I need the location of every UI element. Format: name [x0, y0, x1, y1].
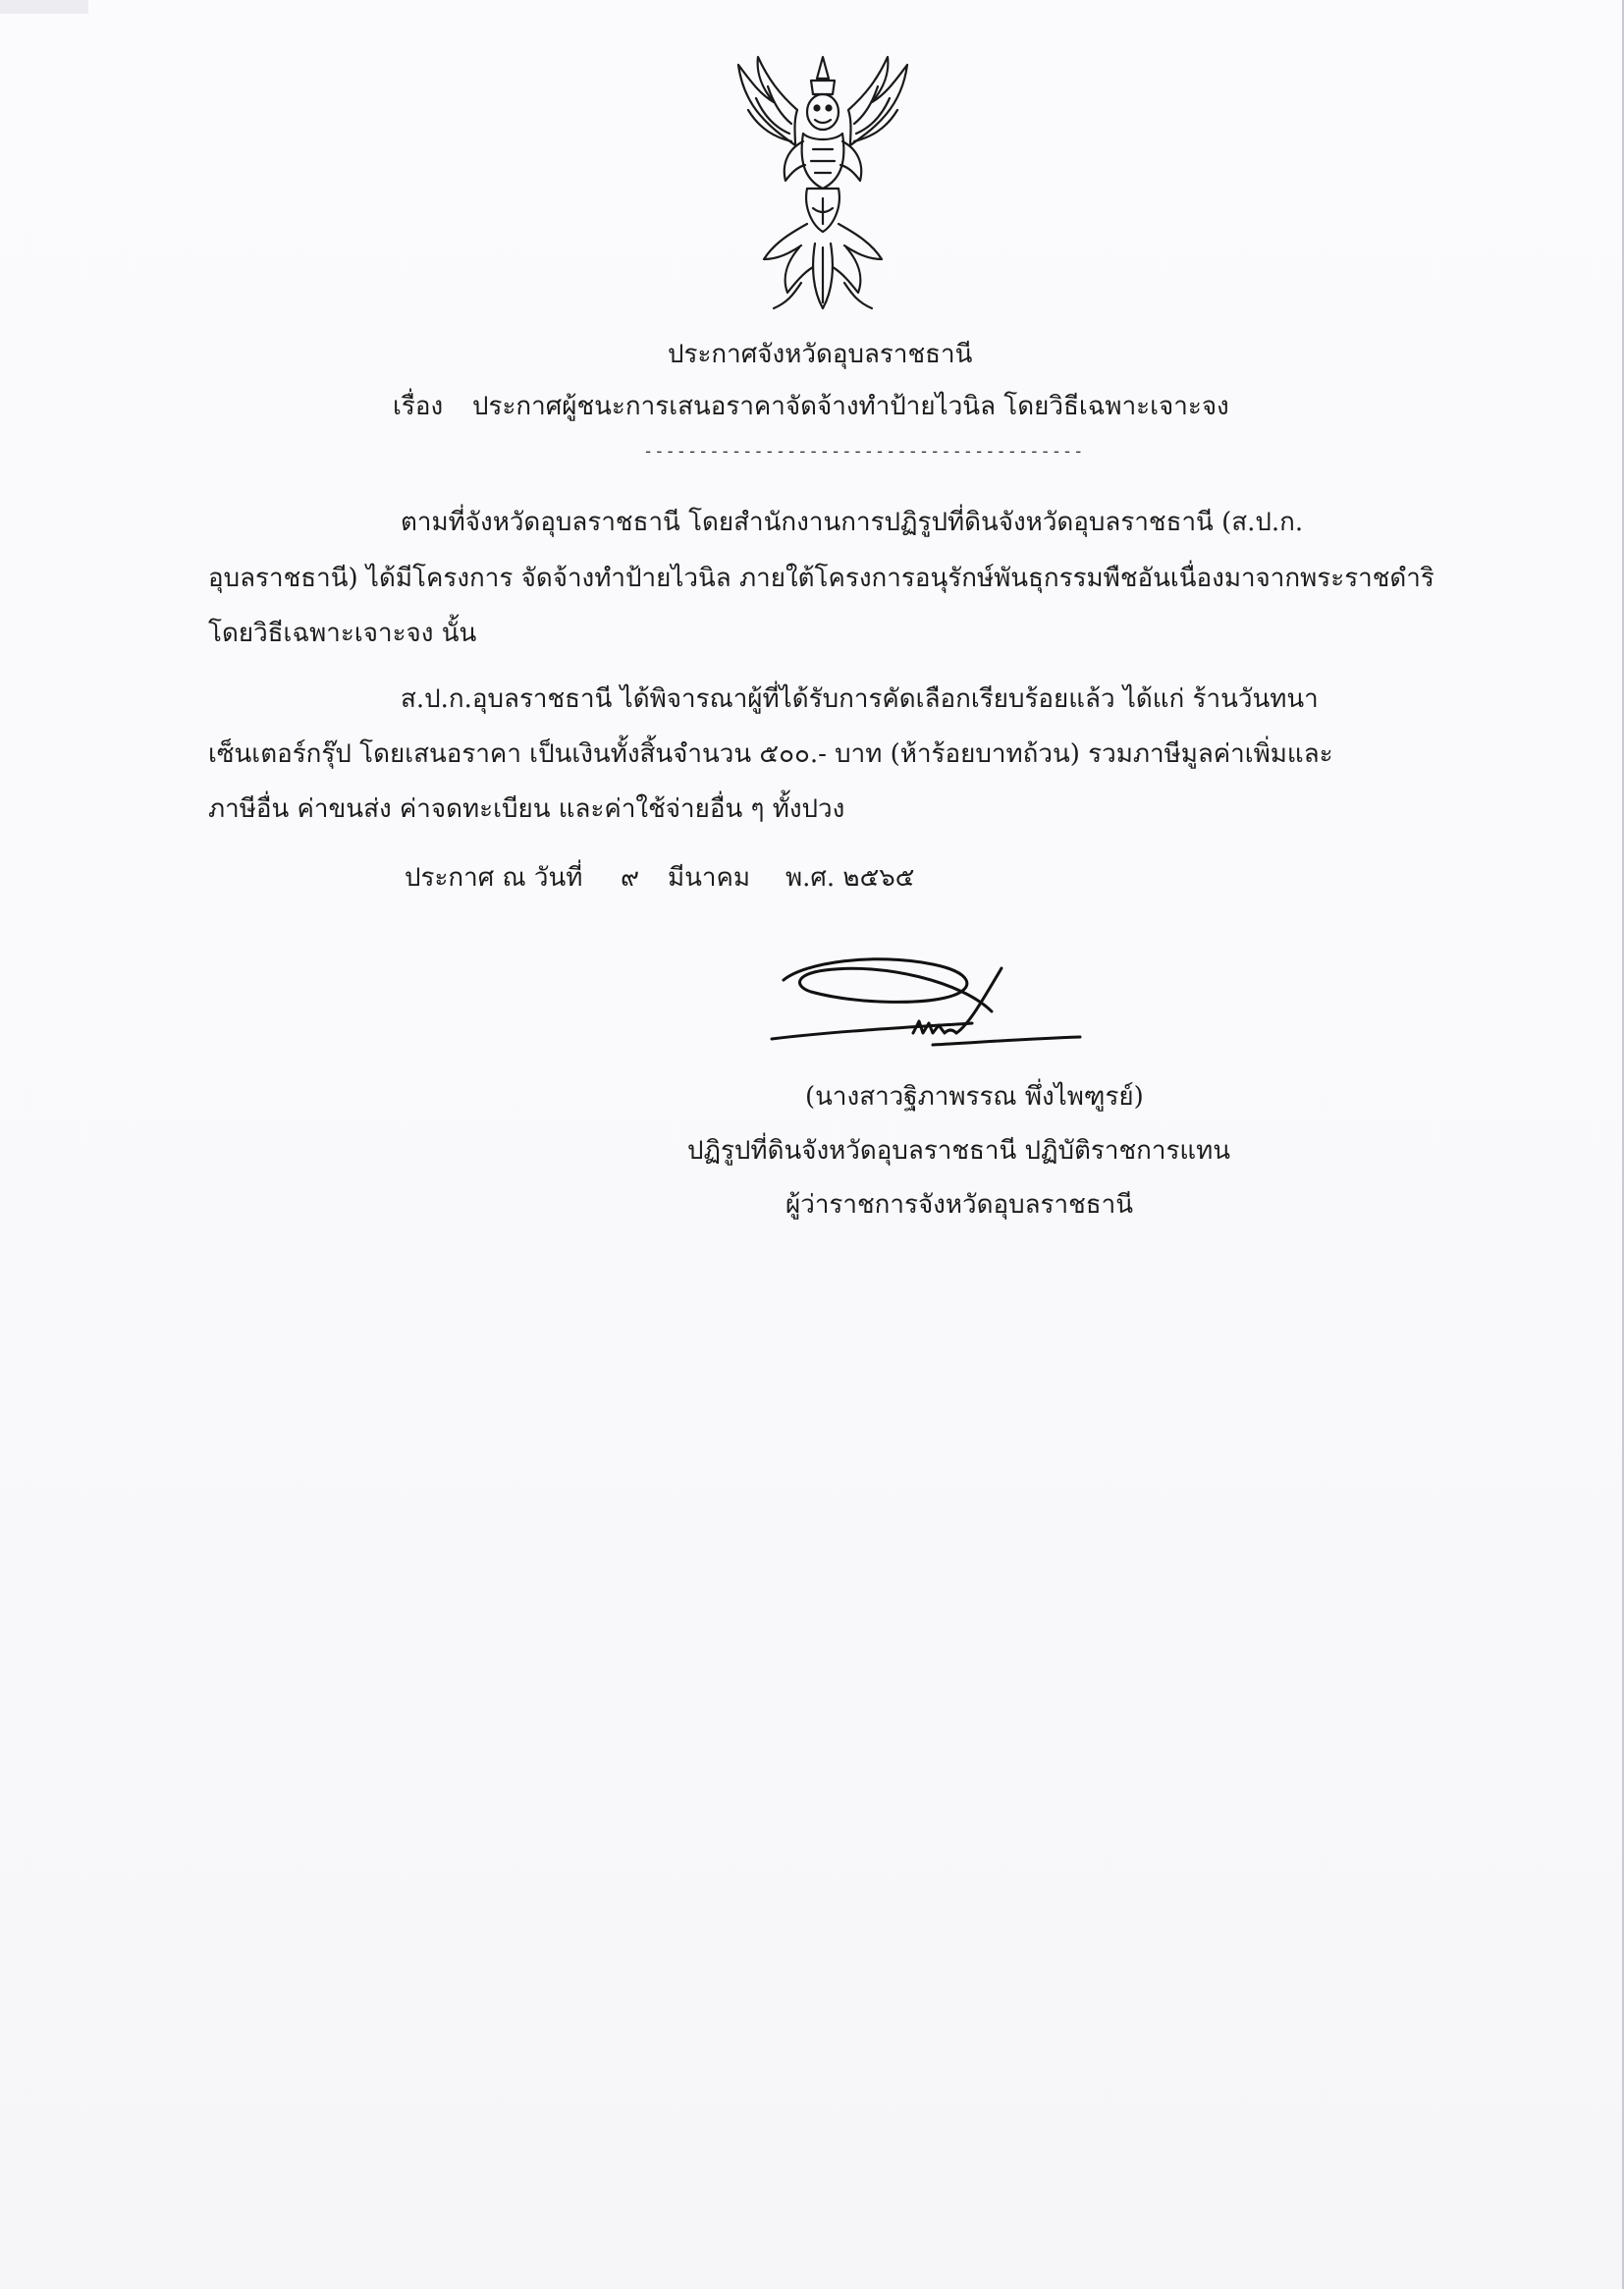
paragraph2-line2: เซ็นเตอร์กรุ๊ป โดยเสนอราคา เป็นเงินทั้งสิ้นจำนวน ๕๐๐.- บาท (ห้าร้อยบาทถ้วน) รวมภาษีมูลค่าเพิ่มและ: [208, 739, 1333, 769]
date-label: ประกาศ ณ วันที่: [405, 863, 583, 893]
signer-position-line1: ปฏิรูปที่ดินจังหวัดอุบลราชธานี ปฏิบัติราชการแทน: [687, 1136, 1231, 1166]
date-day: ๙: [621, 863, 640, 893]
date-month: มีนาคม: [668, 863, 751, 893]
header-separator: ----------------------------------------: [643, 442, 1085, 462]
date-year: พ.ศ. ๒๕๖๕: [785, 863, 915, 893]
subject-text: ประกาศผู้ชนะการเสนอราคาจัดจ้างทำป้ายไวนิล โดยวิธีเฉพาะเจาะจง: [472, 392, 1229, 421]
document-title: ประกาศจังหวัดอุบลราชธานี: [668, 340, 973, 369]
subject-label: เรื่อง: [393, 392, 444, 421]
signer-name: (นางสาวฐิภาพรรณ พึ่งไพฑูรย์): [805, 1082, 1144, 1112]
paragraph1-line1: ตามที่จังหวัดอุบลราชธานี โดยสำนักงานการปฏิรูปที่ดินจังหวัดอุบลราชธานี (ส.ป.ก.: [401, 508, 1304, 537]
paragraph1-line2: อุบลราชธานี) ได้มีโครงการ จัดจ้างทำป้ายไวนิล ภายใต้โครงการอนุรักษ์พันธุกรรมพืชอันเนื่องมาจากพระราชดำริ: [208, 564, 1435, 593]
handwritten-signature: [766, 953, 1100, 1061]
garuda-emblem-icon: [705, 51, 941, 316]
paragraph2-line1: ส.ป.ก.อุบลราชธานี ได้พิจารณาผู้ที่ได้รับการคัดเลือกเรียบร้อยแล้ว ได้แก่ ร้านวันทนา: [401, 684, 1319, 714]
signer-position-line2: ผู้ว่าราชการจังหวัดอุบลราชธานี: [785, 1190, 1134, 1220]
paragraph1-line3: โดยวิธีเฉพาะเจาะจง นั้น: [208, 619, 477, 648]
paragraph2-line3: ภาษีอื่น ค่าขนส่ง ค่าจดทะเบียน และค่าใช้จ่ายอื่น ๆ ทั้งปวง: [208, 794, 845, 824]
scan-shadow: [0, 0, 88, 14]
